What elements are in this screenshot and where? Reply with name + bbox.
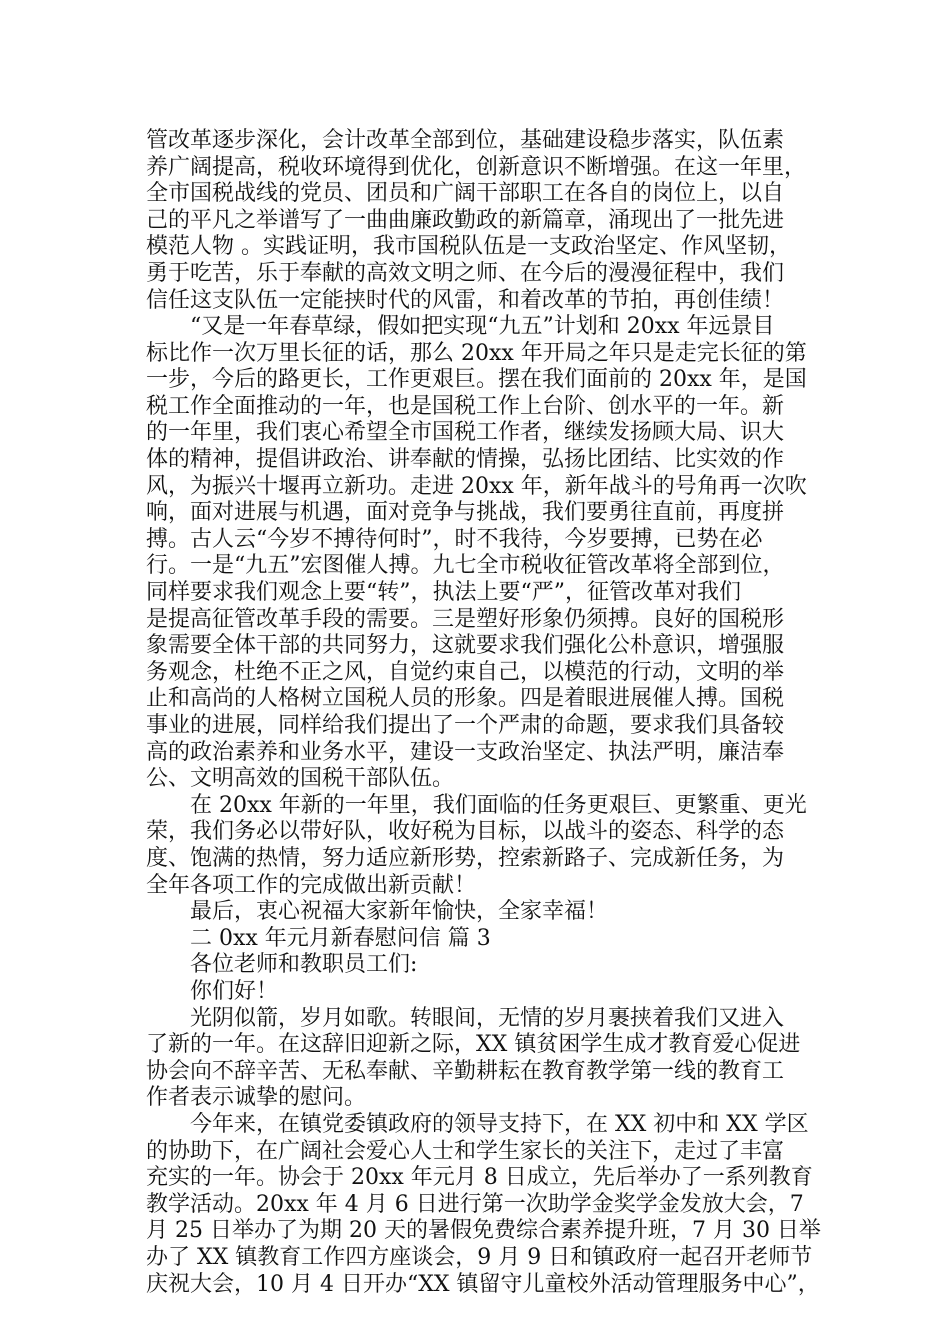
- paragraph-line: 一步，今后的路更长，工作更艰巨。摆在我们面前的 20xx 年，是国: [146, 367, 807, 392]
- paragraph-line: 公、文明高效的国税干部队伍。: [146, 766, 455, 791]
- paragraph-line: 税工作全面推动的一年，也是国税工作上台阶、创水平的一年。新: [146, 394, 785, 419]
- paragraph-line: 信任这支队伍一定能挟时代的风雷，和着改革的节拍，再创佳绩！: [146, 288, 785, 313]
- paragraph-line: 荣，我们务必以带好队，收好税为目标，以战斗的姿态、科学的态: [146, 819, 785, 844]
- paragraph-line: 止和高尚的人格树立国税人员的形象。四是着眼进展催人搏。国税: [146, 686, 785, 711]
- paragraph-line: 协会向不辞辛苦、无私奉献、辛勤耕耘在教育教学第一线的教育工: [146, 1059, 785, 1084]
- paragraph-line: 体的精神，提倡讲政治、讲奉献的情操，弘扬比团结、比实效的作: [146, 447, 785, 472]
- paragraph-line: 模范人物 。实践证明，我市国税队伍是一支政治坚定、作风坚韧，: [146, 234, 791, 259]
- paragraph-line: 象需要全体干部的共同努力，这就要求我们强化公朴意识，增强服: [146, 633, 785, 658]
- paragraph-line: 管改革逐步深化，会计改革全部到位，基础建设稳步落实，队伍素: [146, 128, 785, 153]
- paragraph-line: 在 20xx 年新的一年里，我们面临的任务更艰巨、更繁重、更光: [190, 793, 807, 818]
- paragraph-line: 最后，衷心祝福大家新年愉快，全家幸福！: [190, 899, 609, 924]
- paragraph-line: 光阴似箭，岁月如歌。转眼间，无情的岁月裹挟着我们又进入: [190, 1006, 785, 1031]
- paragraph-line: 全年各项工作的完成做出新贡献！: [146, 873, 477, 898]
- paragraph-line: 己的平凡之举谱写了一曲曲廉政勤政的新篇章，涌现出了一批先进: [146, 208, 785, 233]
- paragraph-line: 的一年里，我们衷心希望全市国税工作者，继续发扬顾大局、识大: [146, 420, 785, 445]
- paragraph-line: 务观念，杜绝不正之风，自觉约束自己，以模范的行动，文明的举: [146, 660, 785, 685]
- paragraph-line: 行。一是“九五”宏图催人搏。九七全市税收征管改革将全部到位，: [146, 553, 785, 578]
- greeting: 你们好！: [190, 979, 279, 1004]
- paragraph-line: 勇于吃苦，乐于奉献的高效文明之师、在今后的漫漫征程中，我们: [146, 261, 785, 286]
- paragraph-line: 办了 XX 镇教育工作四方座谈会，9 月 9 日和镇政府一起召开老师节: [146, 1245, 813, 1270]
- paragraph-line: 的协助下，在广阔社会爱心人士和学生家长的关注下，走过了丰富: [146, 1139, 785, 1164]
- paragraph-line: 了新的一年。在这辞旧迎新之际，XX 镇贫困学生成才教育爱心促进: [146, 1032, 801, 1057]
- salutation: 各位老师和教职员工们:: [190, 952, 418, 977]
- paragraph-line: 标比作一次万里长征的话，那么 20xx 年开局之年只是走完长征的第: [146, 341, 807, 366]
- paragraph-line: 响，面对进展与机遇，面对竞争与挑战，我们要勇往直前，再度拼: [146, 500, 785, 525]
- paragraph-line: 事业的进展，同样给我们提出了一个严肃的命题，要求我们具备较: [146, 713, 785, 738]
- paragraph-line: 是提高征管改革手段的需要。三是塑好形象仍须搏。良好的国税形: [146, 607, 785, 632]
- paragraph-line: 全市国税战线的党员、团员和广阔干部职工在各自的岗位上，以自: [146, 181, 785, 206]
- paragraph-line: 同样要求我们观念上要“转”，执法上要“严”，征管改革对我们: [146, 580, 741, 605]
- paragraph-line: 搏。古人云“今岁不搏待何时”，时不我待，今岁要搏，已势在必: [146, 527, 763, 552]
- paragraph-line: 风，为振兴十堰再立新功。走进 20xx 年，新年战斗的号角再一次吹: [146, 474, 807, 499]
- paragraph-line: 充实的一年。协会于 20xx 年元月 8 日成立，先后举办了一系列教育: [146, 1165, 813, 1190]
- paragraph-line: 作者表示诚挚的慰问。: [146, 1085, 367, 1110]
- section-heading: 二 0xx 年元月新春慰问信 篇 3: [190, 926, 491, 951]
- paragraph-line: 月 25 日举办了为期 20 天的暑假免费综合素养提升班，7 月 30 日举: [146, 1218, 821, 1243]
- paragraph-line: 高的政治素养和业务水平，建设一支政治坚定、执法严明，廉洁奉: [146, 740, 785, 765]
- paragraph-line: 养广阔提高，税收环境得到优化，创新意识不断增强。在这一年里，: [146, 155, 807, 180]
- paragraph-line: 教学活动。20xx 年 4 月 6 日进行第一次助学金奖学金发放大会，7: [146, 1192, 804, 1217]
- paragraph-line: 今年来，在镇党委镇政府的领导支持下，在 XX 初中和 XX 学区: [190, 1112, 809, 1137]
- paragraph-line: 度、饱满的热情，努力适应新形势，控索新路子、完成新任务，为: [146, 846, 785, 871]
- paragraph-line: “又是一年春草绿，假如把实现“九五”计划和 20xx 年远景目: [190, 314, 775, 339]
- paragraph-line: 庆祝大会，10 月 4 日开办“XX 镇留守儿童校外活动管理服务中心”，: [146, 1272, 820, 1297]
